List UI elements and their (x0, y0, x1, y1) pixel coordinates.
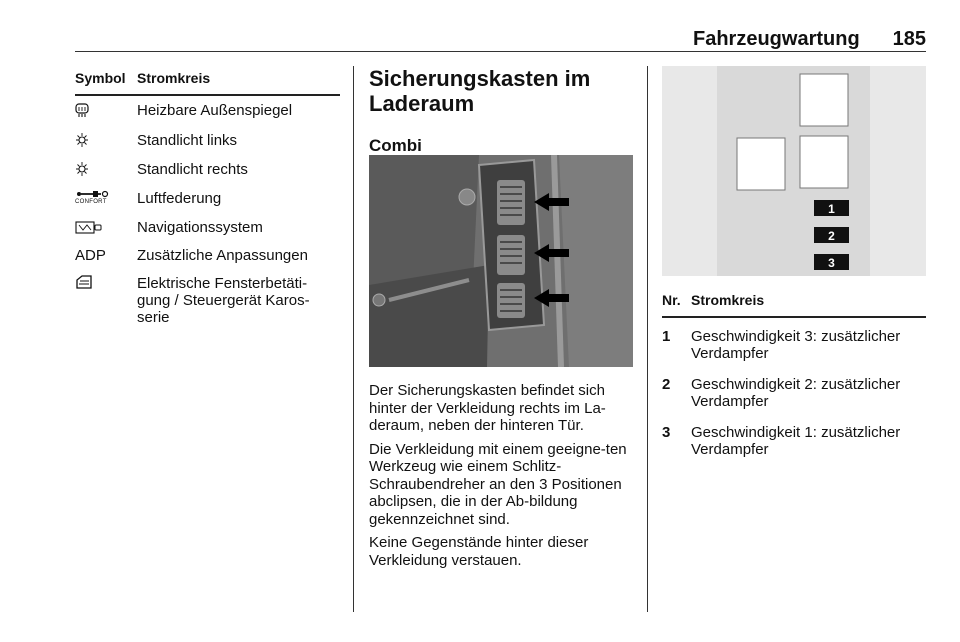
column-divider-left (353, 66, 354, 612)
row-label: Luftfederung (137, 190, 222, 207)
fuse-table-header (662, 288, 926, 318)
section-subheading: Combi (369, 136, 422, 155)
paragraph: Die Verkleidung mit einem geeigne-ten Werkzeug wie einem Schlitz-Schraubendreher an den 3 Positionen abclipsen, die in der Ab-bildung gekennzeichnet sind. (369, 440, 627, 528)
circuit-column-header: Stromkreis (137, 70, 211, 86)
paragraph: Keine Gegenstände hinter dieser Verkleidung verstauen. (369, 534, 589, 569)
row-label: Navigationssystem (137, 219, 263, 236)
row-number: 3 (662, 424, 671, 441)
nr-column-header: Nr. (662, 292, 681, 308)
page-number: 185 (892, 28, 926, 50)
row-label: Standlicht links (137, 132, 238, 149)
diagram-label-2: 2 (828, 229, 835, 243)
page-title: Fahrzeugwartung (693, 28, 860, 50)
table-row (662, 328, 926, 376)
row-number: 2 (662, 376, 671, 393)
symbol-table-header (75, 66, 340, 96)
table-row (662, 424, 926, 472)
parking-light-icon (75, 132, 135, 151)
page-header (75, 28, 926, 50)
row-number: 1 (662, 328, 671, 345)
air-suspension-icon (75, 190, 135, 205)
navigation-icon (75, 219, 135, 238)
parking-light-icon (75, 161, 135, 180)
section-heading: Sicherungskasten im Laderaum (369, 66, 591, 116)
diagram-label-3: 3 (828, 256, 835, 270)
row-label: Elektrische Fensterbetäti-gung / Steuergerät Karos-serie (137, 275, 310, 326)
diagram-label-1: 1 (828, 202, 835, 216)
column-divider-right (647, 66, 648, 612)
header-divider (75, 51, 926, 52)
row-label: Geschwindigkeit 2: zusätzlicher Verdampfer (691, 376, 901, 410)
row-label: Geschwindigkeit 1: zusätzlicher Verdampfer (691, 424, 901, 458)
row-label: Zusätzliche Anpassungen (137, 247, 308, 264)
middle-text (369, 382, 633, 569)
row-label: Geschwindigkeit 3: zusätzlicher Verdampfer (691, 328, 901, 362)
power-window-icon (75, 275, 135, 294)
row-label: Heizbare Außenspiegel (137, 102, 293, 119)
symbol-table (75, 66, 340, 326)
fuse-table (662, 288, 926, 472)
middle-column (369, 66, 633, 156)
paragraph: Der Sicherungskasten befindet sich hinter der Verkleidung rechts im La-deraum, neben der hinteren Tür. (369, 382, 606, 434)
circuit-column-header: Stromkreis (691, 292, 765, 308)
fuse-box-diagram (662, 66, 926, 276)
fuse-panel-photo (369, 155, 633, 367)
symbol-column-header: Symbol (75, 70, 126, 86)
air-suspension-icon-text: CONFORT (75, 199, 107, 205)
table-row (662, 376, 926, 424)
heated-mirror-icon (75, 102, 135, 121)
adp-symbol: ADP (75, 247, 106, 264)
row-label: Standlicht rechts (137, 161, 248, 178)
